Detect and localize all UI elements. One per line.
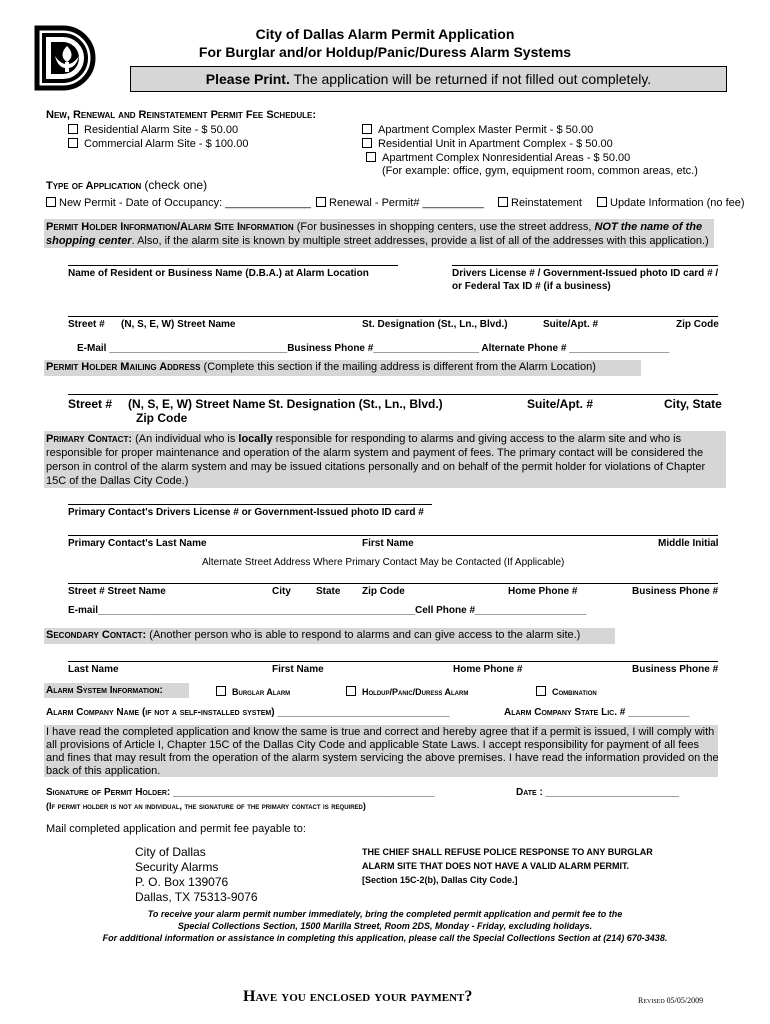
name-field-line[interactable] — [68, 265, 398, 266]
police-warning-line-3: [Section 15C-2(b), Dallas City Code.] — [362, 875, 518, 885]
checkbox-icon — [68, 138, 78, 148]
footer-line-3: For additional information or assistance in completing this application, please call the Special Collections Section at (214) 670-3438. — [102, 933, 668, 943]
payment-reminder: Have you enclosed your payment? — [243, 988, 473, 1005]
mail-address-line-3: P. O. Box 139076 — [135, 875, 229, 889]
checkbox-icon — [597, 197, 607, 207]
suite-label: Suite/Apt. # — [543, 319, 599, 330]
street-designation-label: St. Designation (St., Ln., Blvd.) — [362, 319, 508, 330]
mailing-street-designation: St. Designation (St., Ln., Blvd.) — [268, 397, 443, 411]
license-label: Drivers License # / Government-Issued photo ID card # / — [452, 268, 719, 279]
primary-home-phone-label: Home Phone # — [508, 586, 578, 597]
primary-alt-address-label: Alternate Street Address Where Primary Contact May be Contacted (If Applicable) — [202, 557, 565, 568]
mail-address-line-1: City of Dallas — [135, 845, 206, 859]
footer-line-1: To receive your alarm permit number immediately, bring the completed permit application and permit fee to the — [147, 909, 623, 919]
police-warning-line-1: THE CHIEF SHALL REFUSE POLICE RESPONSE TO ANY BURGLAR — [362, 847, 653, 857]
primary-first-name-label: First Name — [362, 538, 414, 549]
secondary-home-phone-label: Home Phone # — [453, 664, 523, 675]
street-name-label: (N, S, E, W) Street Name — [121, 319, 236, 330]
option-renewal[interactable]: Renewal - Permit# __________ — [316, 197, 484, 209]
mailing-city-state: City, State — [664, 397, 722, 411]
option-burglar-alarm[interactable]: Burglar Alarm — [216, 686, 290, 697]
footer-line-2: Special Collections Section, 1500 Marilla Street, Room 2DS, Monday - Friday, excluding holidays. — [177, 921, 593, 931]
primary-zip-label: Zip Code — [362, 586, 405, 597]
primary-city-label: City — [272, 586, 291, 597]
alarm-company-license[interactable]: Alarm Company State Lic. # ___________ — [504, 707, 690, 718]
street-field-line[interactable] — [68, 316, 718, 317]
name-label: Name of Resident or Business Name (D.B.A.) at Alarm Location — [68, 268, 369, 279]
primary-middle-initial-label: Middle Initial — [658, 538, 719, 549]
fee-residential-unit[interactable]: Residential Unit in Apartment Complex - $ 50.00 — [362, 138, 613, 150]
checkbox-icon — [316, 197, 326, 207]
zip-label: Zip Code — [676, 319, 719, 330]
mailing-heading: Permit Holder Mailing Address (Complete this section if the mailing address is different from the Alarm Location) — [46, 361, 596, 373]
fee-commercial[interactable]: Commercial Alarm Site - $ 100.00 — [68, 138, 248, 150]
checkbox-icon — [362, 124, 372, 134]
checkbox-icon — [46, 197, 56, 207]
primary-license-label: Primary Contact's Drivers License # or Government-Issued photo ID card # — [68, 507, 424, 518]
revised-date: Revised 05/05/2009 — [638, 996, 704, 1005]
primary-address-line[interactable] — [68, 583, 718, 584]
application-type-heading: Type of Application (check one) — [46, 178, 208, 192]
option-new-permit[interactable]: New Permit - Date of Occupancy: ______________ — [46, 197, 311, 209]
please-print-bold: Please Print. — [205, 71, 290, 87]
checkbox-icon — [216, 686, 226, 696]
license-label-2: or Federal Tax ID # (if a business) — [452, 281, 611, 292]
checkbox-icon — [68, 124, 78, 134]
email-phone-line[interactable]: E-Mail ________________________________Business Phone #___________________ Alternate Phone # __________________ — [77, 343, 670, 354]
mail-address-line-4: Dallas, TX 75313-9076 — [135, 890, 258, 904]
mail-address-line-2: Security Alarms — [135, 860, 219, 874]
primary-name-line[interactable] — [68, 535, 718, 536]
mailing-street-number: Street # — [68, 397, 113, 411]
alarm-system-heading: Alarm System Information: — [46, 685, 163, 696]
option-holdup-alarm[interactable]: Holdup/Panic/Duress Alarm — [346, 686, 468, 697]
fee-apartment-nonresidential[interactable]: Apartment Complex Nonresidential Areas - $ 50.00 — [366, 152, 630, 164]
option-update-information[interactable]: Update Information (no fee) — [597, 197, 745, 209]
permit-holder-heading: Permit Holder Information/Alarm Site Information (For businesses in shopping centers, use the street address, NOT the name of the shopping center. Also, if the alarm site is known by multiple street addresses, provide a list of all of the addresses with this application.) — [46, 221, 709, 247]
checkbox-icon — [498, 197, 508, 207]
option-combination[interactable]: Combination — [536, 686, 597, 697]
secondary-first-name-label: First Name — [272, 664, 324, 675]
signature-line[interactable]: Signature of Permit Holder: _______________________________________________ — [46, 787, 435, 798]
police-warning-line-2: ALARM SITE THAT DOES NOT HAVE A VALID ALARM PERMIT. — [362, 861, 629, 871]
please-print-text: The application will be returned if not filled out completely. — [293, 71, 652, 87]
checkbox-icon — [362, 138, 372, 148]
fee-residential[interactable]: Residential Alarm Site - $ 50.00 — [68, 124, 238, 136]
option-reinstatement[interactable]: Reinstatement — [498, 197, 582, 209]
primary-license-line[interactable] — [68, 504, 432, 505]
mailing-suite: Suite/Apt. # — [527, 397, 594, 411]
checkbox-icon — [346, 686, 356, 696]
mailing-street-name: (N, S, E, W) Street Name — [128, 397, 266, 411]
license-field-line[interactable] — [452, 265, 718, 266]
declaration-text: I have read the completed application and know the same is true and correct and hereby agree that if a permit is issued, I will comply with all provisions of Article I, Chapter 15C of the Dallas City Code and applicable State Laws. I accept responsibility for payment of all fees and fines that may result from the operation of the alarm system servicing the above premises. I have read the information provided on the back of this application. — [46, 726, 719, 777]
secondary-last-name-label: Last Name — [68, 664, 119, 675]
date-line[interactable]: Date : ________________________ — [516, 787, 680, 798]
secondary-business-phone-label: Business Phone # — [632, 664, 719, 675]
alarm-company-name[interactable]: Alarm Company Name (if not a self-installed system) _______________________________ — [46, 707, 450, 718]
fee-apartment-master[interactable]: Apartment Complex Master Permit - $ 50.00 — [362, 124, 593, 136]
mailing-zip: Zip Code — [136, 411, 188, 425]
primary-contact-heading: Primary Contact: (An individual who is locally responsible for responding to alarms and giving access to the alarm site and who is responsible for proper maintenance and operation of the alarm system and payment of fees. The primary contact will be considered the person in control of the alarm system and may be issued citations personally and on behalf of the permit holder for violations of Chapter 15C of the Dallas City Code.) — [46, 433, 706, 487]
secondary-contact-heading: Secondary Contact: (Another person who is able to respond to alarms and can give access to the alarm site.) — [46, 629, 581, 641]
checkbox-icon — [536, 686, 546, 696]
secondary-field-line[interactable] — [68, 661, 718, 662]
primary-street-label: Street # Street Name — [68, 586, 166, 597]
primary-business-phone-label: Business Phone # — [632, 586, 719, 597]
primary-email-cell-line[interactable]: E-mail_________________________________________________________Cell Phone #____________________ — [68, 605, 587, 616]
please-print-banner — [130, 66, 727, 92]
primary-state-label: State — [316, 586, 341, 597]
form-subtitle: For Burglar and/or Holdup/Panic/Duress Alarm Systems — [198, 44, 572, 60]
mail-intro: Mail completed application and permit fee payable to: — [46, 823, 306, 835]
primary-last-name-label: Primary Contact's Last Name — [68, 538, 207, 549]
checkbox-icon — [366, 152, 376, 162]
street-number-label: Street # — [68, 319, 105, 330]
signature-note: (If permit holder is not an individual, the signature of the primary contact is required) — [46, 801, 366, 811]
fee-nonresidential-note: (For example: office, gym, equipment room, common areas, etc.) — [382, 165, 698, 177]
mailing-field-line[interactable] — [68, 394, 718, 395]
fee-schedule-heading: New, Renewal and Reinstatement Permit Fee Schedule: — [46, 109, 316, 121]
form-title: City of Dallas Alarm Permit Application — [255, 26, 515, 42]
